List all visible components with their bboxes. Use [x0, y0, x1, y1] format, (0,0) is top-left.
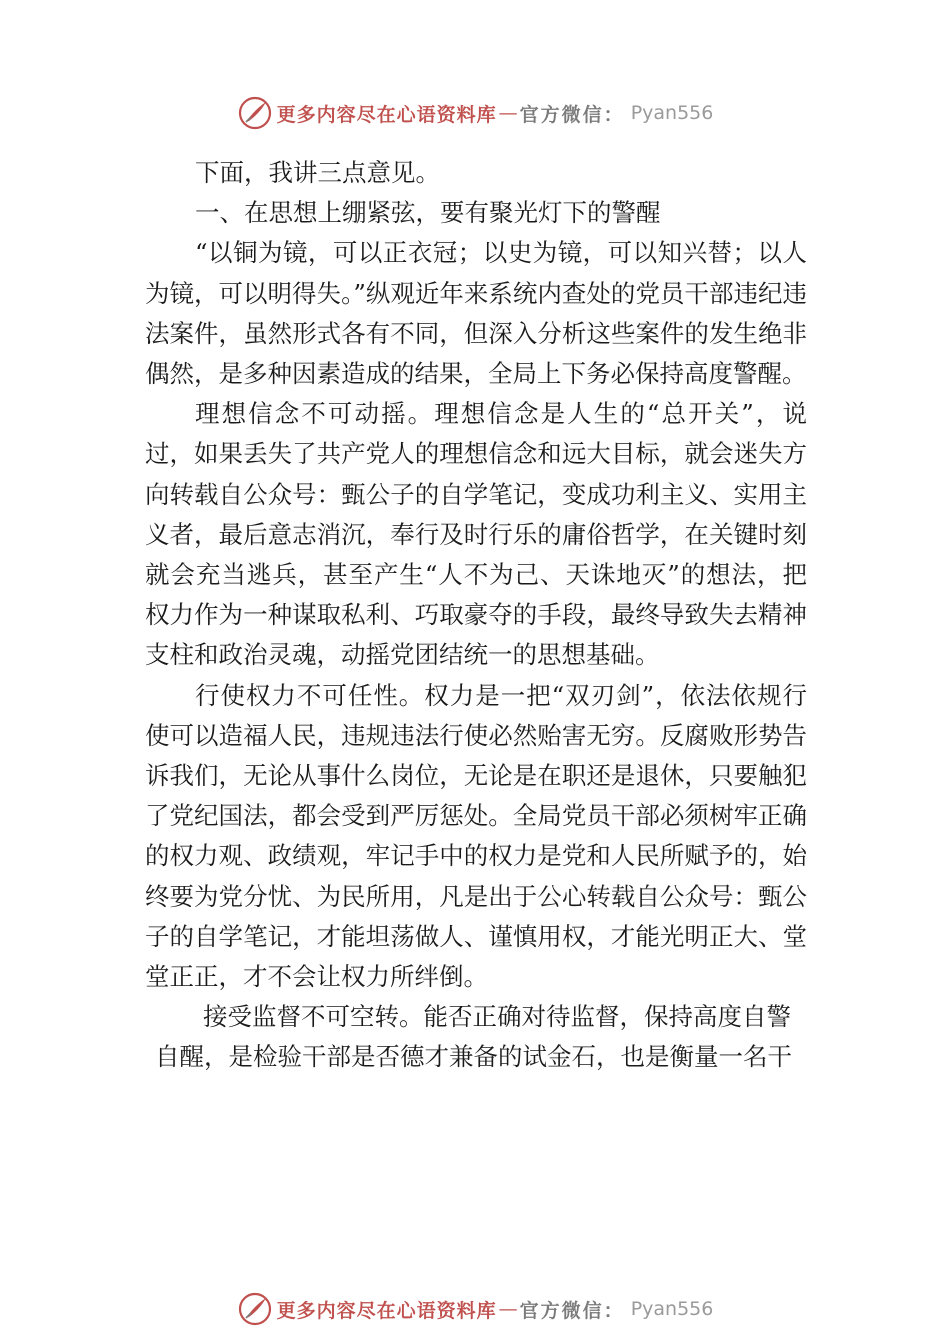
paragraph-power: 行使权力不可任性。权力是一把“双刃剑”，依法依规行使可以造福人民，违规违法行使必然贻害无穷。反腐败形势告诉我们，无论从事什么岗位，无论是在职还是退休，只要触犯了党纪国法，都会受到严厉惩处。全局党员干部必须树牢正确的权力观、政绩观，牢记手中的权力是党和人民所赋予的，始终要为党分忧、为民所用，凡是出于公心转载自公众号：甄公子的自学笔记，才能坦荡做人、谨慎用权，才能光明正大、堂堂正正，才不会让权力所绊倒。 [145, 680, 807, 992]
banner-wechat-id: Pyan556 [630, 102, 714, 124]
banner-separator: — [498, 102, 518, 124]
banner-separator: — [498, 1298, 518, 1320]
paragraph-supervision: 接受监督不可空转。能否正确对待监督，保持高度自警 [203, 1002, 791, 1032]
banner-main-text: 更多内容尽在心语资料库 [276, 1299, 497, 1322]
footer-banner [0, 1289, 950, 1329]
header-banner [0, 93, 950, 133]
banner-main-text: 更多内容尽在心语资料库 [276, 103, 497, 126]
section-heading-1: 一、在思想上绷紧弦，要有聚光灯下的警醒 [195, 198, 661, 228]
quill-pen-logo-icon [237, 95, 273, 131]
paragraph-quote: “以铜为镜，可以正衣冠；以史为镜，可以知兴替；以人为镜，可以明得失。”纵观近年来系统内查处的党员干部违纪违法案件，虽然形式各有不同，但深入分析这些案件的发生绝非偶然，是多种因素造成的结果，全局上下务必保持高度警醒。 [145, 238, 807, 389]
document-body [145, 153, 807, 1078]
banner-wechat-label: 官方微信： [519, 1299, 625, 1322]
banner-wechat-label: 官方微信： [519, 103, 625, 126]
paragraph-intro: 下面，我讲三点意见。 [195, 158, 440, 187]
banner-wechat-id: Pyan556 [630, 1298, 714, 1320]
paragraph-supervision-cont: 自醒，是检验干部是否德才兼备的试金石，也是衡量一名干 [155, 1042, 792, 1072]
paragraph-ideals: 理想信念不可动摇。理想信念是人生的“总开关”，说过，如果丢失了共产党人的理想信念和远大目标，就会迷失方向转载自公众号：甄公子的自学笔记，变成功利主义、实用主义者，最后意志消沉，奉行及时行乐的庸俗哲学，在关键时刻就会充当逃兵，甚至产生“人不为己、天诛地灭”的想法，把权力作为一种谋取私利、巧取豪夺的手段，最终导致失去精神支柱和政治灵魂，动摇党团结统一的思想基础。 [145, 399, 807, 670]
quill-pen-logo-icon [237, 1291, 273, 1327]
